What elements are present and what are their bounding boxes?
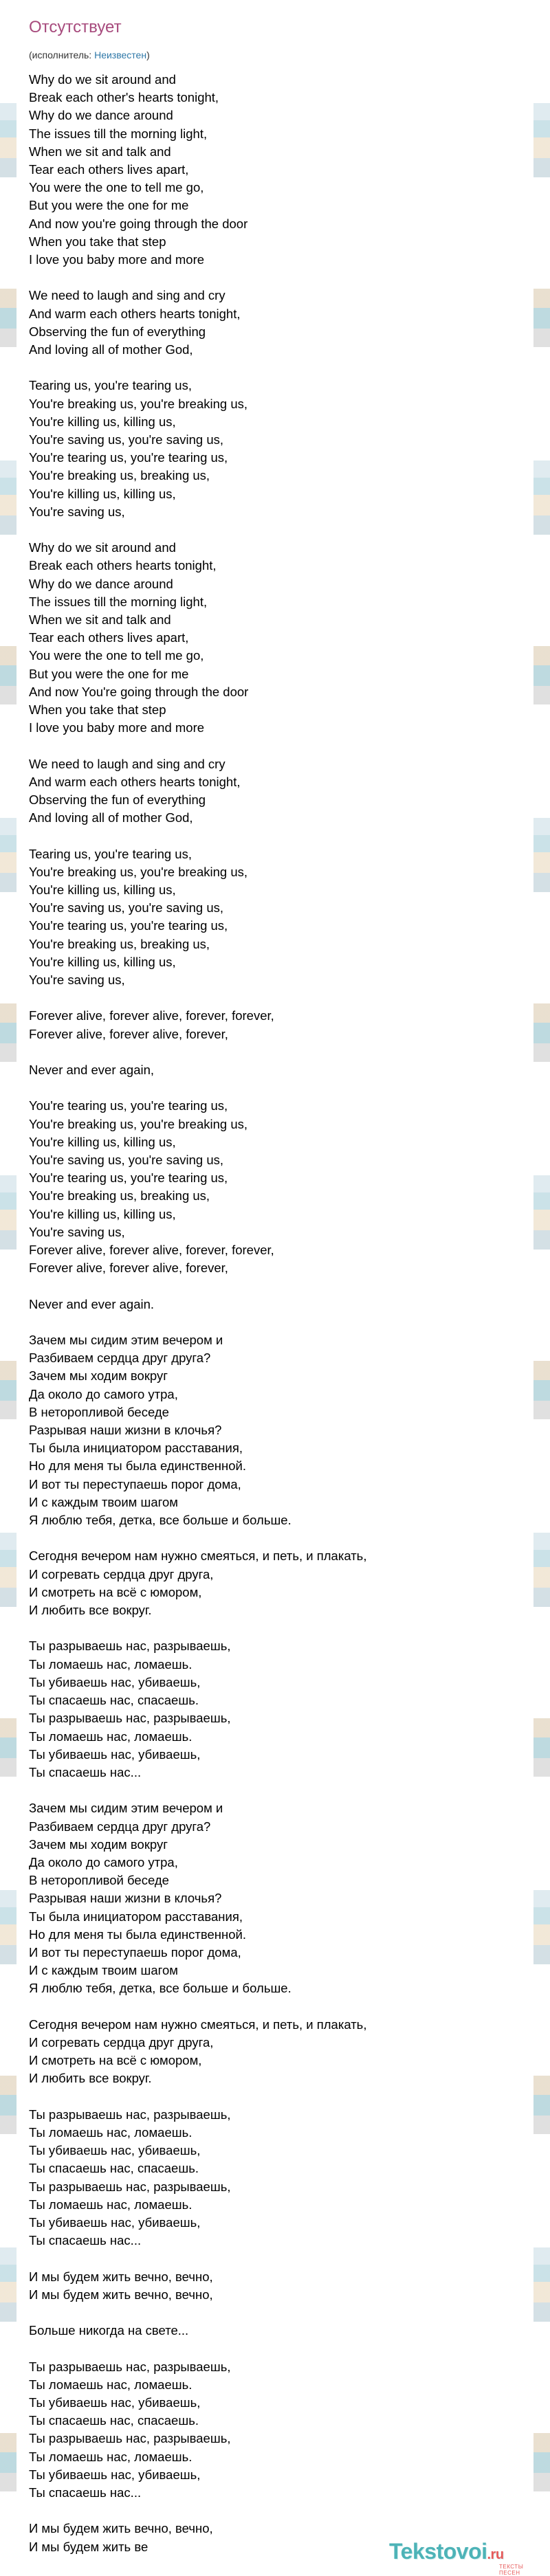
lyric-line: Ты разрываешь нас, разрываешь, <box>29 2179 231 2194</box>
lyric-line: You're saving us, you're saving us, <box>29 1153 224 1168</box>
lyric-line: Зачем мы ходим вокруг <box>29 1368 168 1384</box>
lyric-line: И мы будем жить вечно, вечно, <box>29 2521 213 2536</box>
lyric-line: Ты ломаешь нас, ломаешь. <box>29 2124 192 2140</box>
lyric-line: Зачем мы ходим вокруг <box>29 1836 168 1852</box>
stanza-gap <box>29 2250 524 2267</box>
lyric-line: И вот ты переступаешь порог дома, <box>29 1944 241 1959</box>
lyric-line: Ты спасаешь нас, спасаешь. <box>29 1693 199 1708</box>
performer-link[interactable]: Неизвестен <box>94 49 147 60</box>
lyric-line: И согревать сердца друг друга, <box>29 1566 214 1581</box>
lyric-line: But you were the one for me <box>29 666 189 681</box>
lyric-line: Ты спасаешь нас, спасаешь. <box>29 2161 199 2176</box>
lyric-line: Ты спасаешь нас, спасаешь. <box>29 2413 199 2428</box>
lyric-line: And warm each others hearts tonight, <box>29 306 241 321</box>
logo-text: Tekstovoi.ru <box>389 2539 504 2564</box>
lyric-line: Ты ломаешь нас, ломаешь. <box>29 2197 192 2212</box>
lyric-line: Ты убиваешь нас, убиваешь, <box>29 2214 201 2230</box>
lyric-line: You're saving us, <box>29 1224 125 1239</box>
lyric-line: Но для меня ты была единственной. <box>29 1458 246 1474</box>
lyric-line: Forever alive, forever alive, forever, <box>29 1026 228 1041</box>
lyric-line: You're killing us, killing us, <box>29 414 176 429</box>
lyric-line: And warm each others hearts tonight, <box>29 774 241 789</box>
lyric-line: Ты ломаешь нас, ломаешь. <box>29 1656 192 1672</box>
lyric-line: Ты была инициатором расставания, <box>29 1441 243 1456</box>
stanza-gap <box>29 2502 524 2520</box>
lyric-line: You're saving us, <box>29 973 125 988</box>
lyric-line: Forever alive, forever alive, forever, <box>29 1261 228 1276</box>
lyric-line: You're tearing us, you're tearing us, <box>29 450 228 465</box>
song-title: Отсутствует <box>29 18 122 36</box>
lyric-line: You're killing us, killing us, <box>29 1134 176 1149</box>
lyric-line: When we sit and talk and <box>29 612 171 628</box>
lyric-line: Да около до самого утра, <box>29 1854 178 1869</box>
lyric-line: Observing the fun of everything <box>29 792 206 808</box>
lyric-line: Но для меня ты была единственной. <box>29 1927 246 1942</box>
lyric-line: Сегодня вечером нам нужно смеяться, и петь, и плакать, <box>29 2017 367 2032</box>
lyric-line: I love you baby more and more <box>29 720 205 735</box>
lyric-line: You were the one to tell me go, <box>29 648 204 663</box>
lyric-line: You're saving us, <box>29 504 125 519</box>
lyric-line: And now You're going through the door <box>29 684 249 699</box>
lyric-line: Больше никогда на свете... <box>29 2323 189 2338</box>
lyric-line: When you take that step <box>29 234 166 249</box>
lyric-line: You're saving us, you're saving us, <box>29 900 224 915</box>
lyric-line: Ты ломаешь нас, ломаешь. <box>29 2449 192 2464</box>
stanza-gap <box>29 1277 524 1295</box>
lyric-line: Разбиваем сердца друг друга? <box>29 1351 211 1366</box>
lyric-line: Ты убиваешь нас, убиваешь, <box>29 2467 201 2482</box>
lyric-line: Why do we sit around and <box>29 540 176 555</box>
lyric-line: When we sit and talk and <box>29 144 171 159</box>
lyric-line: The issues till the morning light, <box>29 594 208 609</box>
lyric-line: You're tearing us, you're tearing us, <box>29 918 228 933</box>
lyric-line: I love you baby more and more <box>29 252 205 267</box>
lyric-line: Why do we sit around and <box>29 72 176 87</box>
lyric-line: Разбиваем сердца друг друга? <box>29 1819 211 1834</box>
lyric-line: Tearing us, you're tearing us, <box>29 378 192 393</box>
stanza-gap <box>29 359 524 377</box>
site-logo[interactable] <box>389 2539 540 2576</box>
stanza-gap <box>29 1313 524 1331</box>
stanza-gap <box>29 1529 524 1547</box>
lyric-line: Forever alive, forever alive, forever, forever, <box>29 1243 274 1258</box>
lyric-line: You're killing us, killing us, <box>29 486 176 501</box>
lyric-line: Ты разрываешь нас, разрываешь, <box>29 2107 231 2122</box>
lyric-line: Да около до самого утра, <box>29 1386 178 1401</box>
lyric-line: И мы будем жить вечно, вечно, <box>29 2269 213 2284</box>
lyric-line: И согревать сердца друг друга, <box>29 2034 214 2050</box>
stanza-gap <box>29 1079 524 1097</box>
stanza-gap <box>29 989 524 1007</box>
stanza-gap <box>29 1619 524 1637</box>
lyric-line: You're breaking us, you're breaking us, <box>29 396 248 411</box>
lyric-line: Разрывая наши жизни в клочья? <box>29 1423 222 1438</box>
lyric-line: Ты разрываешь нас, разрываешь, <box>29 1711 231 1726</box>
lyric-line: You're killing us, killing us, <box>29 954 176 969</box>
lyric-line: Ты убиваешь нас, убиваешь, <box>29 2143 201 2158</box>
stanza-gap <box>29 737 524 755</box>
lyric-line: Break each others hearts tonight, <box>29 558 217 573</box>
lyric-line: You're breaking us, you're breaking us, <box>29 864 248 879</box>
stanza-gap <box>29 521 524 539</box>
performer-prefix: (исполнитель: <box>29 49 95 60</box>
lyric-line: Ты спасаешь нас... <box>29 1764 142 1779</box>
lyric-line: Ты разрываешь нас, разрываешь, <box>29 2359 231 2374</box>
lyric-line: Tear each others lives apart, <box>29 630 189 645</box>
lyric-line: Why do we dance around <box>29 576 173 591</box>
lyric-line: The issues till the morning light, <box>29 126 208 141</box>
lyric-line: But you were the one for me <box>29 198 189 213</box>
logo-slogan: ТЕКСТЫ ПЕСЕН <box>499 2564 524 2576</box>
lyric-line: You were the one to tell me go, <box>29 180 204 195</box>
lyric-line: Ты спасаешь нас... <box>29 2485 142 2500</box>
performer-line <box>29 49 150 60</box>
lyric-line: We need to laugh and sing and cry <box>29 288 226 303</box>
lyric-line: И смотреть на всё с юмором, <box>29 2053 202 2068</box>
lyric-line: В неторопливой беседе <box>29 1404 169 1419</box>
lyric-line: Сегодня вечером нам нужно смеяться, и петь, и плакать, <box>29 1548 367 1564</box>
lyric-line: When you take that step <box>29 702 166 718</box>
lyric-line: И любить все вокруг. <box>29 1603 152 1618</box>
lyric-line: Ты ломаешь нас, ломаешь. <box>29 1729 192 1744</box>
lyric-line: Разрывая наши жизни в клочья? <box>29 1891 222 1906</box>
lyric-line: Зачем мы сидим этим вечером и <box>29 1333 223 1348</box>
stanza-gap <box>29 1043 524 1061</box>
lyric-line: Ты убиваешь нас, убиваешь, <box>29 1674 201 1689</box>
lyric-line: Forever alive, forever alive, forever, forever, <box>29 1008 274 1023</box>
lyric-line: Я люблю тебя, детка, все больше и больше. <box>29 1981 292 1996</box>
lyric-line: We need to laugh and sing and cry <box>29 756 226 771</box>
lyric-line: You're killing us, killing us, <box>29 882 176 898</box>
stanza-gap <box>29 2088 524 2106</box>
lyric-line: And now you're going through the door <box>29 216 248 231</box>
lyric-line: You're killing us, killing us, <box>29 1206 176 1221</box>
lyric-line: Break each other's hearts tonight, <box>29 90 219 105</box>
lyric-line: Ты разрываешь нас, разрываешь, <box>29 1639 231 1654</box>
lyric-line: И с каждым твоим шагом <box>29 1963 178 1978</box>
stanza-gap <box>29 2340 524 2357</box>
lyric-line: And loving all of mother God, <box>29 810 193 825</box>
lyric-line: Tearing us, you're tearing us, <box>29 846 192 861</box>
lyric-line: Зачем мы сидим этим вечером и <box>29 1801 223 1816</box>
stanza-gap <box>29 827 524 845</box>
lyric-line: И смотреть на всё с юмором, <box>29 1584 202 1599</box>
lyric-line: Ты убиваешь нас, убиваешь, <box>29 1746 201 1762</box>
lyric-line: You're tearing us, you're tearing us, <box>29 1170 228 1186</box>
lyric-line: И вот ты переступаешь порог дома, <box>29 1476 241 1491</box>
stanza-gap <box>29 1781 524 1799</box>
lyric-line: И мы будем жить ве <box>29 2539 148 2554</box>
lyric-line: И с каждым твоим шагом <box>29 1494 178 1509</box>
lyric-line: Observing the fun of everything <box>29 324 206 339</box>
lyric-line: Why do we dance around <box>29 108 173 123</box>
lyric-line: Я люблю тебя, детка, все больше и больше. <box>29 1513 292 1528</box>
lyric-line: You're breaking us, breaking us, <box>29 1188 210 1203</box>
performer-suffix: ) <box>146 49 150 60</box>
stanza-gap <box>29 1998 524 2016</box>
lyric-line: You're breaking us, breaking us, <box>29 936 210 951</box>
lyric-line: Never and ever again, <box>29 1063 155 1078</box>
lyric-line: You're breaking us, you're breaking us, <box>29 1116 248 1131</box>
lyric-line: Ты была инициатором расставания, <box>29 1909 243 1924</box>
lyric-line: You're saving us, you're saving us, <box>29 432 224 447</box>
stanza-gap <box>29 269 524 287</box>
lyric-line: В неторопливой беседе <box>29 1873 169 1888</box>
lyric-line: You're breaking us, breaking us, <box>29 468 210 483</box>
lyric-line: Never and ever again. <box>29 1296 155 1311</box>
lyrics-text <box>29 71 524 2556</box>
lyric-line: Ты спасаешь нас... <box>29 2233 142 2248</box>
lyric-line: You're tearing us, you're tearing us, <box>29 1098 228 1113</box>
lyric-line: И мы будем жить вечно, вечно, <box>29 2287 213 2302</box>
lyric-line: Ты ломаешь нас, ломаешь. <box>29 2377 192 2392</box>
stanza-gap <box>29 2304 524 2322</box>
lyric-line: Ты разрываешь нас, разрываешь, <box>29 2431 231 2446</box>
lyric-line: Tear each others lives apart, <box>29 162 189 177</box>
lyric-line: Ты убиваешь нас, убиваешь, <box>29 2395 201 2410</box>
lyric-line: And loving all of mother God, <box>29 342 193 357</box>
lyric-line: И любить все вокруг. <box>29 2071 152 2086</box>
